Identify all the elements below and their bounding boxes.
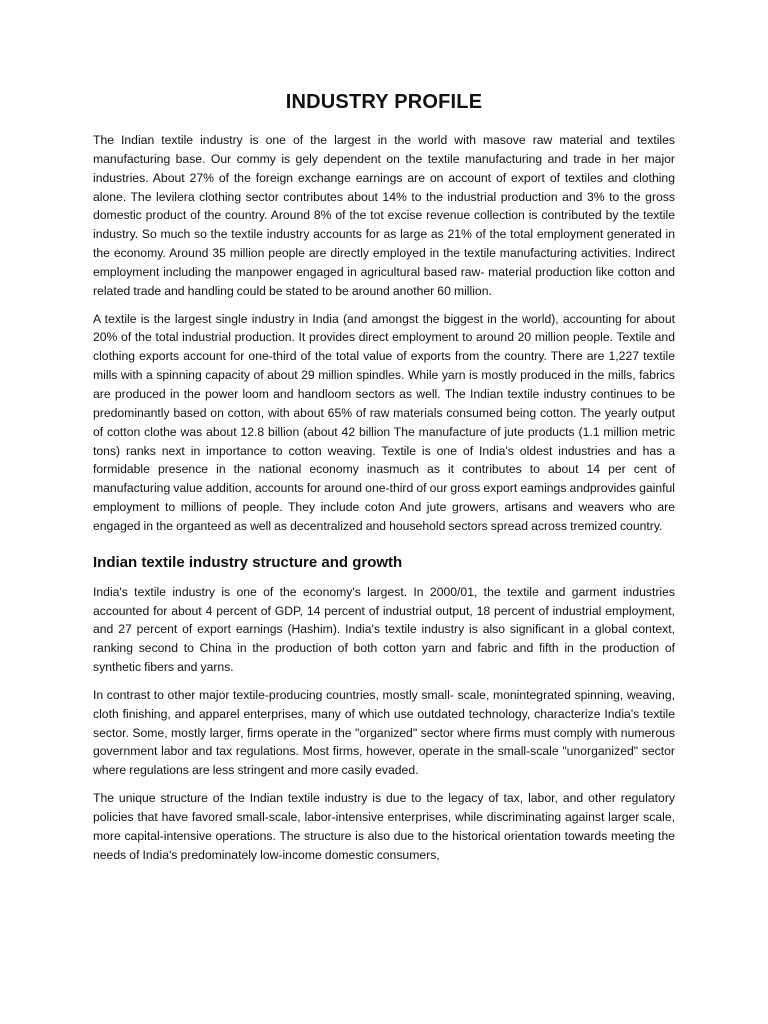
document-page [93, 88, 675, 874]
section-paragraph-2: In contrast to other major textile-producing countries, mostly small- scale, monintegrated spinning, weaving, cloth finishing, and apparel enterprises, many of which use outdated technology, characterize India's textile sector. Some, mostly larger, firms operate in the "organized" sector where firms must comply with numerous government labor and tax regulations. Most firms, however, operate in the small-scale "unorganized" sector where regulations are less stringent and more casily evaded. [93, 687, 675, 778]
section-heading: Indian textile industry structure and growth [93, 553, 403, 571]
section-paragraph-3: The unique structure of the Indian textile industry is due to the legacy of tax, labor, and other regulatory policies that have favored small-scale, labor-intensive enterprises, while discriminating against larger scale, more capital-intensive operations. The structure is also due to the historical orientation towards meeting the needs of India's predominately low-income domestic consumers, [93, 791, 675, 862]
intro-paragraph-1: The Indian textile industry is one of the largest in the world with masove raw material and textiles manufacturing base. Our commy is gely dependent on the textile manufacturing and trade in her major industries. About 27% of the foreign exchange earnings are on account of export of textiles and clothing alone. The levilera clothing sector contributes about 14% to the industrial production and 3% to the gross domestic product of the country. Around 8% of the tot excise revenue collection is contributed by the textile industry. So much so the textile industry accounts for as large as 21% of the total employment generated in the economy. Around 35 million people are directly employed in the textile manufacturing activities. Indirect employment including the manpower engaged in agricultural based raw- material production like cotton and related trade and handling could be stated to be around another 60 million. [93, 133, 675, 298]
intro-paragraph-2: A textile is the largest single industry in India (and amongst the biggest in the world), accounting for about 20% of the total industrial production. It provides direct employment to around 20 million people. Textile and clothing exports account for one-third of the total value of exports from the country. There are 1,227 textile mills with a spinning capacity of about 29 million spindles. While yarn is mostly produced in the mills, fabrics are produced in the power loom and handloom sectors as well. The Indian textile industry continues to be predominantly based on cotton, with about 65% of raw materials consumed being cotton. The yearly output of cotton clothe was about 12.8 billion (about 42 billion The manufacture of jute products (1.1 million metric tons) ranks next in importance to cotton weaving. Textile is one of India's oldest industries and has a formidable presence in the national economy inasmuch as it contributes to about 14 per cent of manufacturing value addition, accounts for around one-third of our gross export eamings andprovides gainful employment to millions of people. They include coton And jute growers, artisans and weavers who are engaged in the organteed as well as decentralized and household sectors spread across tremized country. [93, 311, 675, 533]
document-title: INDUSTRY PROFILE [285, 91, 483, 113]
section-paragraph-1: India's textile industry is one of the economy's largest. In 2000/01, the textile and garment industries accounted for about 4 percent of GDP, 14 percent of industrial output, 18 percent of industrial employment, and 27 percent of export earnings (Hashim). India's textile industry is also significant in a global context, ranking second to China in the production of both cotton yarn and fabric and fifth in the production of synthetic fibers and yarns. [93, 584, 675, 675]
